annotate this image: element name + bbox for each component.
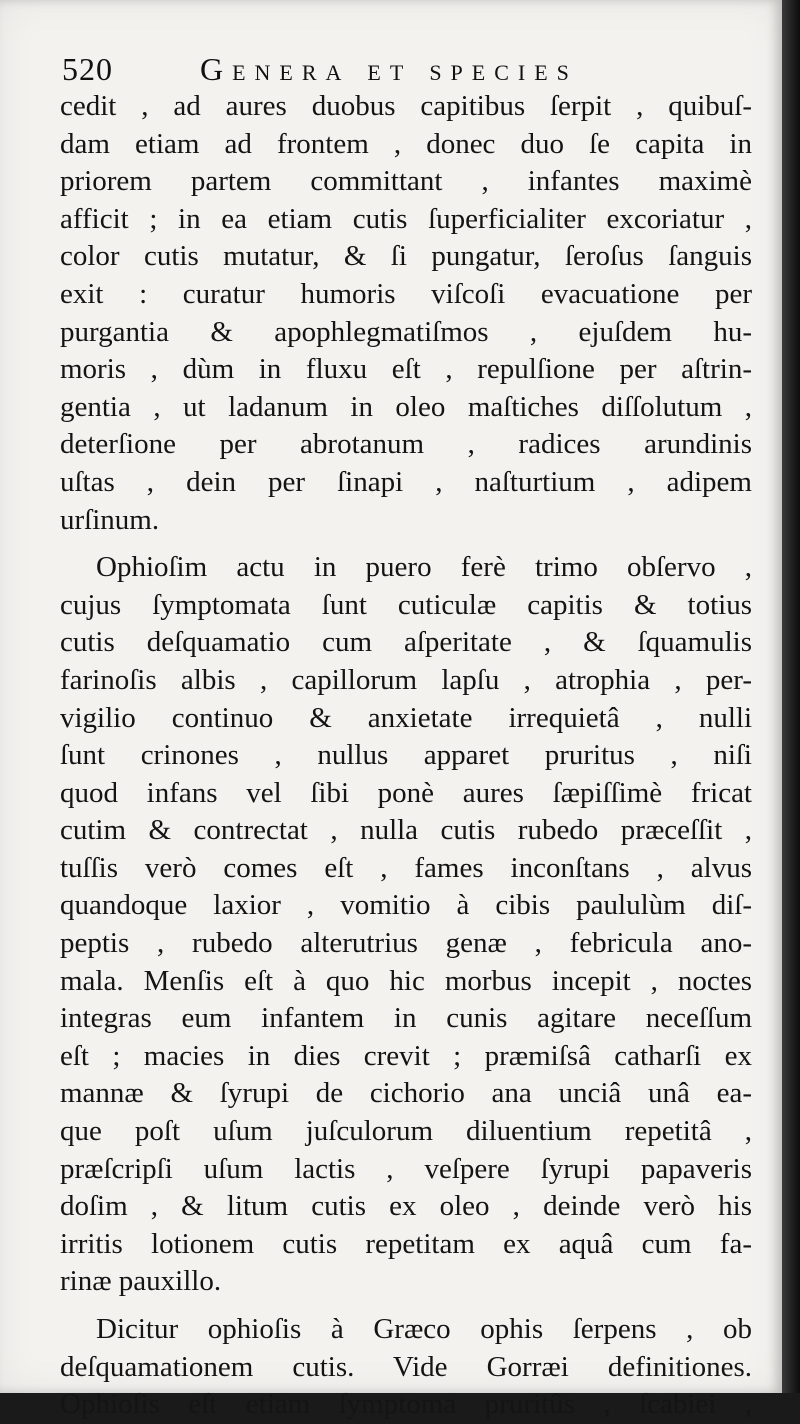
text-line: Ophioſis eſt etiam ſymptoma pruritûs , ſcabiei , — [60, 1388, 752, 1421]
page-number: 520 — [62, 51, 113, 87]
running-title: Genera et species — [200, 51, 578, 87]
text-line: Dicitur ophioſis à Græco ophis ſerpens , ob — [96, 1313, 752, 1345]
paragraph-2 — [60, 549, 752, 1301]
text-line: integras eum infantem in cunis agitare neceſſum — [60, 1002, 752, 1035]
text-line: farinoſis albis , capillorum lapſu , atrophia , per- — [60, 663, 752, 696]
text-line: quod infans vel ſibi ponè aures ſæpiſſimè fricat — [60, 776, 752, 809]
text-line: gentia , ut ladanum in oleo maſtiches diſſolutum , — [60, 390, 752, 423]
text-line: dam etiam ad frontem , donec duo ſe capita in — [60, 127, 752, 160]
text-line: deſquamationem cutis. Vide Gorræi definitiones. — [60, 1350, 752, 1383]
text-line: mannæ & ſyrupi de cichorio ana unciâ unâ ea- — [60, 1077, 752, 1110]
text-line: exit : curatur humoris viſcoſi evacuatione per — [60, 277, 752, 310]
text-line: eſt ; macies in dies crevit ; præmiſsâ catharſi ex — [60, 1039, 752, 1072]
text-line: que poſt uſum juſculorum diluentium repetitâ , — [60, 1115, 752, 1148]
text-line: præſcripſi uſum lactis , veſpere ſyrupi papaveris — [60, 1152, 752, 1185]
page-header — [60, 48, 760, 90]
text-line: vigilio continuo & anxietate irrequietâ , nulli — [60, 701, 752, 734]
text-line: moris , dùm in fluxu eſt , repulſione per aſtrin- — [60, 353, 752, 386]
text-line: doſim , & litum cutis ex oleo , deinde verò his — [60, 1190, 752, 1223]
text-line: color cutis mutatur, & ſi pungatur, ſeroſus ſanguis — [60, 240, 752, 273]
text-line: urſinum. — [60, 503, 160, 536]
text-line: peptis , rubedo alterutrius genæ , febricula ano- — [60, 927, 752, 960]
text-line: deterſione per abrotanum , radices arundinis — [60, 428, 752, 461]
text-line: irritis lotionem cutis repetitam ex aquâ cum fa- — [60, 1227, 752, 1260]
text-line: purgantia & apophlegmatiſmos , ejuſdem hu- — [60, 315, 752, 348]
text-line: priorem partem committant , infantes maximè — [60, 165, 752, 198]
text-line: cutis deſquamatio cum aſperitate , & ſquamulis — [60, 626, 752, 659]
page-edge-shadow — [782, 0, 800, 1393]
text-line: cedit , ad aures duobus capitibus ſerpit , quibuſ- — [60, 90, 752, 122]
text-line: Ophioſim actu in puero ferè trimo obſervo , — [96, 551, 752, 584]
text-line: uſtas , dein per ſinapi , naſturtium , adipem — [60, 465, 752, 498]
paragraph-1 — [60, 88, 752, 539]
text-line: mala. Menſis eſt à quo hic morbus incepit , noctes — [60, 964, 752, 997]
text-line: cutim & contrectat , nulla cutis rubedo præceſſit , — [60, 814, 752, 847]
text-line: ſunt crinones , nullus apparet pruritus , niſi — [60, 739, 752, 772]
paragraph-3 — [60, 1311, 752, 1424]
text-line: quandoque laxior , vomitio à cibis paululùm diſ- — [60, 889, 752, 922]
text-line: rinæ pauxillo. — [60, 1265, 222, 1298]
text-line: tuſſis verò comes eſt , fames inconſtans , alvus — [60, 851, 752, 884]
paragraph-gap — [60, 1301, 752, 1311]
paragraph-gap — [60, 539, 752, 549]
body-text — [60, 88, 752, 1424]
text-line: cujus ſymptomata ſunt cuticulæ capitis & totius — [60, 588, 752, 621]
text-line: afficit ; in ea etiam cutis ſuperficialiter excoriatur , — [60, 202, 752, 235]
